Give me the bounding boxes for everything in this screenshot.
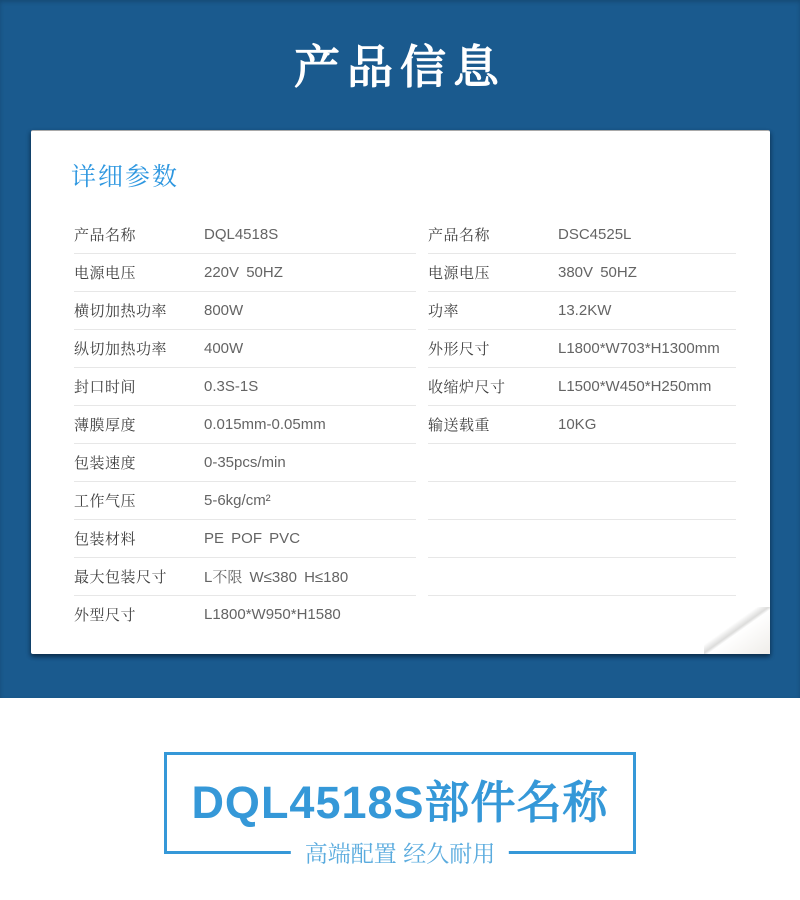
spec-row (74, 482, 416, 520)
spec-value: 220V 50HZ (204, 264, 283, 281)
spec-value: L1800*W950*H1580 (204, 606, 341, 623)
spec-row (74, 254, 416, 292)
spec-value: 0.3S-1S (204, 378, 259, 395)
spec-label: 纵切加热功率 (74, 341, 168, 358)
spec-value: 13.2KW (558, 302, 612, 319)
spec-table-right (428, 216, 736, 633)
spec-value: 10KG (558, 416, 597, 433)
spec-row (428, 406, 736, 444)
parts-title: DQL4518S部件名称 (191, 777, 609, 828)
spec-label: 收缩炉尺寸 (428, 379, 506, 396)
spec-label: 外形尺寸 (428, 341, 491, 358)
spec-row (74, 520, 416, 558)
spec-value: L1800*W703*H1300mm (558, 340, 720, 357)
spec-row (74, 444, 416, 482)
spec-row (428, 482, 736, 520)
spec-label: 最大包装尺寸 (74, 569, 168, 586)
spec-row (428, 330, 736, 368)
spec-label: 电源电压 (74, 265, 137, 282)
spec-card (31, 130, 770, 654)
spec-value: PE POF PVC (204, 530, 301, 547)
spec-tables (74, 216, 736, 633)
spec-value: DQL4518S (204, 226, 279, 243)
spec-value: 380V 50HZ (558, 264, 637, 281)
spec-table-left (74, 216, 416, 633)
spec-label: 包装速度 (74, 455, 137, 472)
spec-row (74, 330, 416, 368)
spec-label: 产品名称 (74, 227, 137, 244)
spec-row (74, 558, 416, 596)
spec-value: 0-35pcs/min (204, 454, 286, 471)
spec-label: 横切加热功率 (74, 303, 168, 320)
parts-title-box (164, 752, 636, 867)
spec-value: 0.015mm-0.05mm (204, 416, 326, 433)
spec-label: 包装材料 (74, 531, 137, 548)
spec-row (428, 254, 736, 292)
spec-row (74, 596, 416, 633)
spec-card-title: 详细参数 (71, 163, 180, 191)
spec-value: DSC4525L (558, 226, 632, 243)
spec-value: 800W (204, 302, 244, 319)
spec-row (74, 406, 416, 444)
spec-label: 外型尺寸 (74, 607, 137, 624)
spec-row (428, 558, 736, 596)
spec-row (74, 368, 416, 406)
spec-label: 封口时间 (74, 379, 137, 396)
spec-value: 5-6kg/cm² (204, 492, 271, 509)
spec-label: 产品名称 (428, 227, 491, 244)
page-curl-decoration (704, 607, 770, 654)
spec-label: 薄膜厚度 (74, 417, 137, 434)
spec-label: 功率 (428, 303, 460, 320)
spec-row (428, 520, 736, 558)
spec-label: 输送载重 (428, 417, 491, 434)
parts-section (0, 752, 800, 900)
spec-row (74, 292, 416, 330)
spec-value: L不限 W≤380 H≤180 (204, 569, 349, 586)
spec-label: 工作气压 (74, 493, 137, 510)
spec-value: 400W (204, 340, 244, 357)
page-title: 产品信息 (294, 41, 506, 93)
spec-row (428, 368, 736, 406)
spec-value: L1500*W450*H250mm (558, 378, 712, 395)
spec-row (428, 444, 736, 482)
spec-row (74, 216, 416, 254)
spec-row (428, 292, 736, 330)
parts-subtitle: 高端配置 经久耐用 (291, 841, 509, 866)
spec-label: 电源电压 (428, 265, 491, 282)
spec-row (428, 216, 736, 254)
